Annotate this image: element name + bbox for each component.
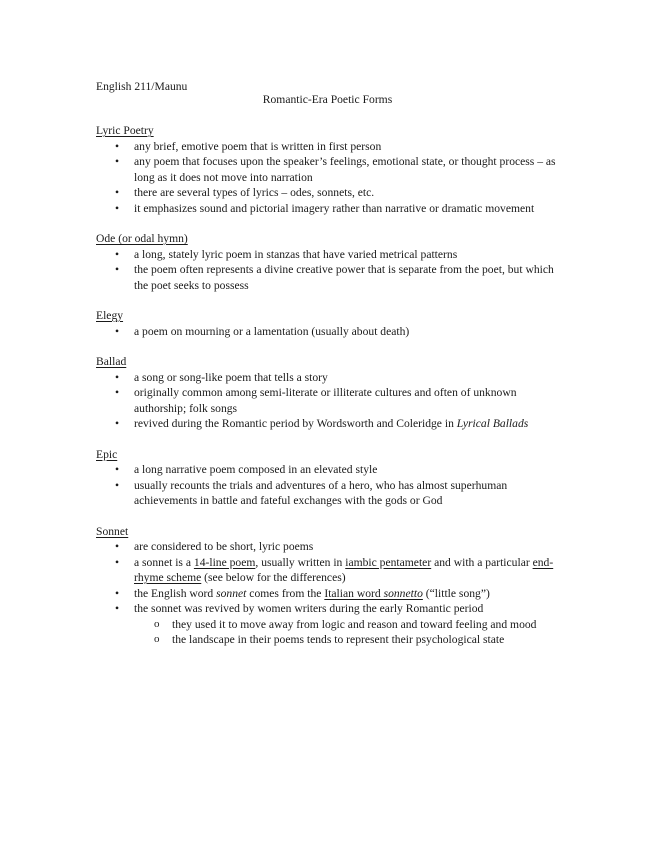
list-item: • any poem that focuses upon the speaker’s feelings, emotional state, or thought process – as long as it does not move into narration	[96, 154, 566, 185]
underlined-term	[324, 587, 423, 600]
text-run: , usually written in	[255, 555, 346, 569]
italic-term: sonnet	[216, 586, 247, 600]
underlined-term: iambic pentameter	[345, 555, 432, 569]
bullet-list	[96, 324, 566, 340]
list-item	[96, 416, 566, 432]
bullet-list	[96, 462, 566, 509]
italic-term: sonnetto	[383, 586, 423, 600]
bullet-list	[96, 139, 566, 217]
section-heading: Ode (or odal hymn)	[96, 232, 188, 245]
bullet-list	[96, 539, 566, 648]
section-heading: Lyric Poetry	[96, 124, 154, 137]
document-title: Romantic-Era Poetic Forms	[262, 93, 393, 106]
book-title: Lyrical Ballads	[456, 417, 529, 430]
bullet-list	[96, 370, 566, 432]
section-lyric	[96, 123, 566, 216]
section-ballad	[96, 354, 566, 432]
list-item: • usually recounts the trials and adventures of a hero, who has almost superhuman achievements in battle and fateful exchanges with the gods or God	[96, 478, 566, 509]
list-item: • there are several types of lyrics – odes, sonnets, etc.	[96, 185, 566, 201]
section-ode	[96, 231, 566, 293]
section-epic	[96, 447, 566, 509]
text-run: comes from the	[246, 586, 325, 600]
underlined-term: 14-line poem	[193, 555, 256, 569]
list-item: • originally common among semi-literate or illiterate cultures and often of unknown authorship; folk songs	[96, 385, 566, 416]
list-item: • a long narrative poem composed in an elevated style	[96, 462, 566, 478]
text-run: a sonnet is a	[134, 555, 194, 569]
list-item: • any brief, emotive poem that is written in first person	[96, 139, 566, 155]
section-heading: Sonnet	[96, 524, 129, 538]
list-item	[96, 555, 566, 586]
list-item	[96, 586, 566, 602]
sub-list-item: o the landscape in their poems tends to represent their psychological state	[134, 632, 566, 648]
text-run: the English word	[134, 586, 217, 600]
list-item: • a poem on mourning or a lamentation (usually about death)	[96, 324, 566, 340]
sub-list	[134, 617, 566, 648]
section-heading: Epic	[96, 447, 118, 461]
underlined-term: end-rhyme scheme	[134, 555, 554, 584]
list-item: • a long, stately lyric poem in stanzas that have varied metrical patterns	[96, 247, 566, 263]
list-item-text: revived during the Romantic period by Wordsworth and Coleridge in	[134, 417, 457, 430]
course-header: English 211/Maunu	[96, 80, 188, 93]
text-run: (“little song”)	[422, 586, 490, 600]
list-item: • a song or song-like poem that tells a story	[96, 370, 566, 386]
list-item: • are considered to be short, lyric poems	[96, 539, 566, 555]
list-item: • it emphasizes sound and pictorial imagery rather than narrative or dramatic movement	[96, 201, 566, 217]
section-heading: Ballad	[96, 355, 127, 368]
text-run: (see below for the differences)	[201, 571, 346, 584]
sections	[96, 123, 566, 663]
section-heading: Elegy	[96, 309, 124, 322]
list-item-text: the sonnet was revived by women writers during the early Romantic period	[134, 602, 484, 615]
section-sonnet	[96, 524, 566, 648]
bullet-list	[96, 247, 566, 294]
sub-list-item: o they used it to move away from logic and reason and toward feeling and mood	[134, 617, 566, 633]
section-elegy	[96, 308, 566, 339]
text-run: Italian word	[324, 586, 384, 600]
list-item: • the poem often represents a divine creative power that is separate from the poet, but which the poet seeks to possess	[96, 262, 566, 293]
list-item	[96, 601, 566, 648]
text-run: and with a particular	[431, 555, 533, 569]
